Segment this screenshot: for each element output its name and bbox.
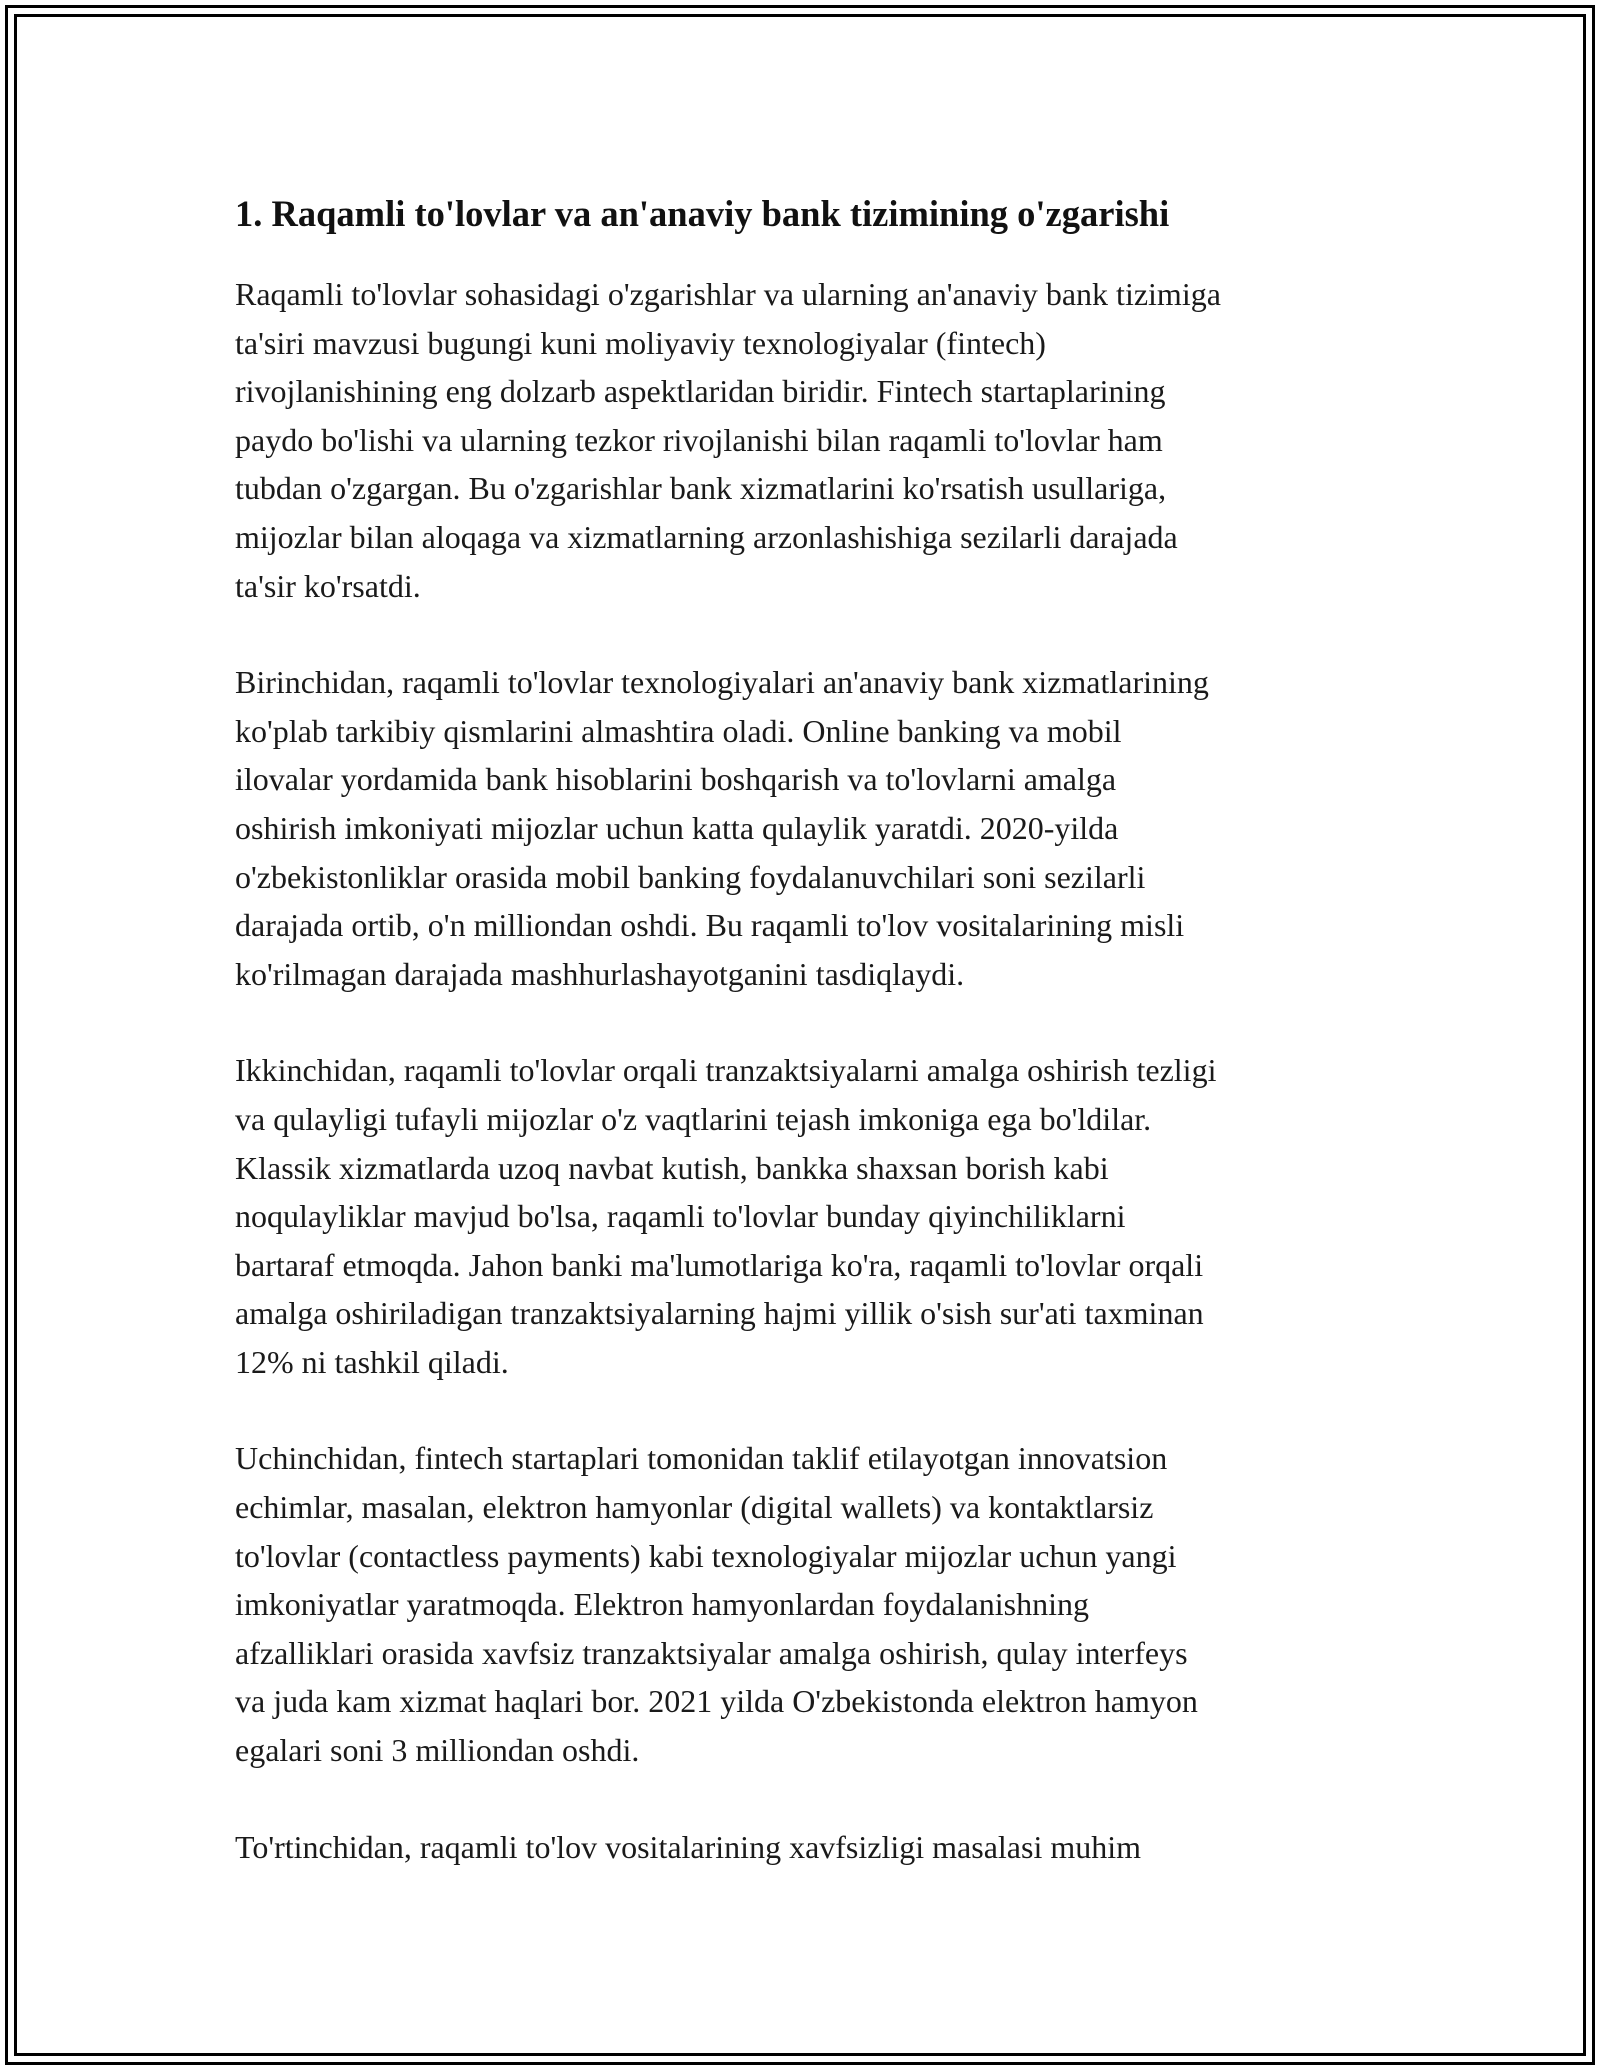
text-line: Raqamli to'lovlar sohasidagi o'zgarishlar va ularning an'anaviy bank tizimiga xyxy=(235,276,1221,312)
text-line: ta'siri mavzusi bugungi kuni moliyaviy texnologiyalar (fintech) xyxy=(235,324,1046,361)
text-line: va juda kam xizmat haqlari bor. 2021 yilda O'zbekistonda elektron hamyon xyxy=(235,1683,1198,1720)
text-line: bartaraf etmoqda. Jahon banki ma'lumotlariga ko'ra, raqamli to'lovlar orqali xyxy=(235,1246,1204,1283)
text-line: 12% ni tashkil qiladi. xyxy=(235,1343,509,1380)
text-line: ta'sir ko'rsatdi. xyxy=(235,567,421,604)
text-line: ko'rilmagan darajada mashhurlashayotganini tasdiqlaydi. xyxy=(235,955,965,992)
document-body xyxy=(235,186,1375,1919)
text-line: ko'plab tarkibiy qismlarini almashtira oladi. Online banking va mobil xyxy=(235,712,1122,749)
text-line: Birinchidan, raqamli to'lovlar texnologiyalari an'anaviy bank xizmatlarining xyxy=(235,664,1209,701)
text-line: echimlar, masalan, elektron hamyonlar (digital wallets) va kontaktlarsiz xyxy=(235,1489,1154,1526)
text-line: ilovalar yordamida bank hisoblarini boshqarish va to'lovlarni amalga xyxy=(235,761,1117,798)
paragraph-second xyxy=(235,1046,1375,1386)
text-line: tubdan o'zgargan. Bu o'zgarishlar bank xizmatlarini ko'rsatish usullariga, xyxy=(235,470,1167,507)
text-line: darajada ortib, o'n milliondan oshdi. Bu raqamli to'lov vositalarining misli xyxy=(235,907,1185,944)
text-line: egalari soni 3 milliondan oshdi. xyxy=(235,1732,640,1769)
text-line: oshirish imkoniyati mijozlar uchun katta qulaylik yaratdi. 2020-yilda xyxy=(235,809,1119,846)
text-line: To'rtinchidan, raqamli to'lov vositalarining xavfsizligi masalasi muhim xyxy=(235,1828,1141,1865)
text-line: Uchinchidan, fintech startaplari tomonidan taklif etilayotgan innovatsion xyxy=(235,1440,1168,1477)
paragraph-fourth xyxy=(235,1823,1375,1872)
paragraph-third xyxy=(235,1434,1375,1774)
text-line: rivojlanishining eng dolzarb aspektlaridan biridir. Fintech startaplarining xyxy=(235,373,1166,410)
text-line: imkoniyatlar yaratmoqda. Elektron hamyonlardan foydalanishning xyxy=(235,1586,1089,1623)
paragraph-intro xyxy=(235,270,1375,610)
text-line: va qulayligi tufayli mijozlar o'z vaqtlarini tejash imkoniga ega bo'ldilar. xyxy=(235,1100,1152,1137)
text-line: mijozlar bilan aloqaga va xizmatlarning arzonlashishiga sezilarli darajada xyxy=(235,518,1178,555)
text-line: o'zbekistonliklar orasida mobil banking foydalanuvchilari soni sezilarli xyxy=(235,858,1146,895)
paragraph-first xyxy=(235,658,1375,998)
text-line: paydo bo'lishi va ularning tezkor rivojlanishi bilan raqamli to'lovlar ham xyxy=(235,421,1163,458)
text-line: amalga oshiriladigan tranzaktsiyalarning hajmi yillik o'sish sur'ati taxminan xyxy=(235,1295,1204,1332)
document-title: 1. Raqamli to'lovlar va an'anaviy bank tizimining o'zgarishi xyxy=(235,193,1170,234)
text-line: Klassik xizmatlarda uzoq navbat kutish, bankka shaxsan borish kabi xyxy=(235,1149,1109,1186)
text-line: afzalliklari orasida xavfsiz tranzaktsiyalar amalga oshirish, qulay interfeys xyxy=(235,1634,1188,1671)
text-line: noqulayliklar mavjud bo'lsa, raqamli to'lovlar bunday qiyinchiliklarni xyxy=(235,1198,1126,1235)
text-line: Ikkinchidan, raqamli to'lovlar orqali tranzaktsiyalarni amalga oshirish tezligi xyxy=(235,1052,1217,1089)
text-line: to'lovlar (contactless payments) kabi texnologiyalar mijozlar uchun yangi xyxy=(235,1537,1177,1574)
